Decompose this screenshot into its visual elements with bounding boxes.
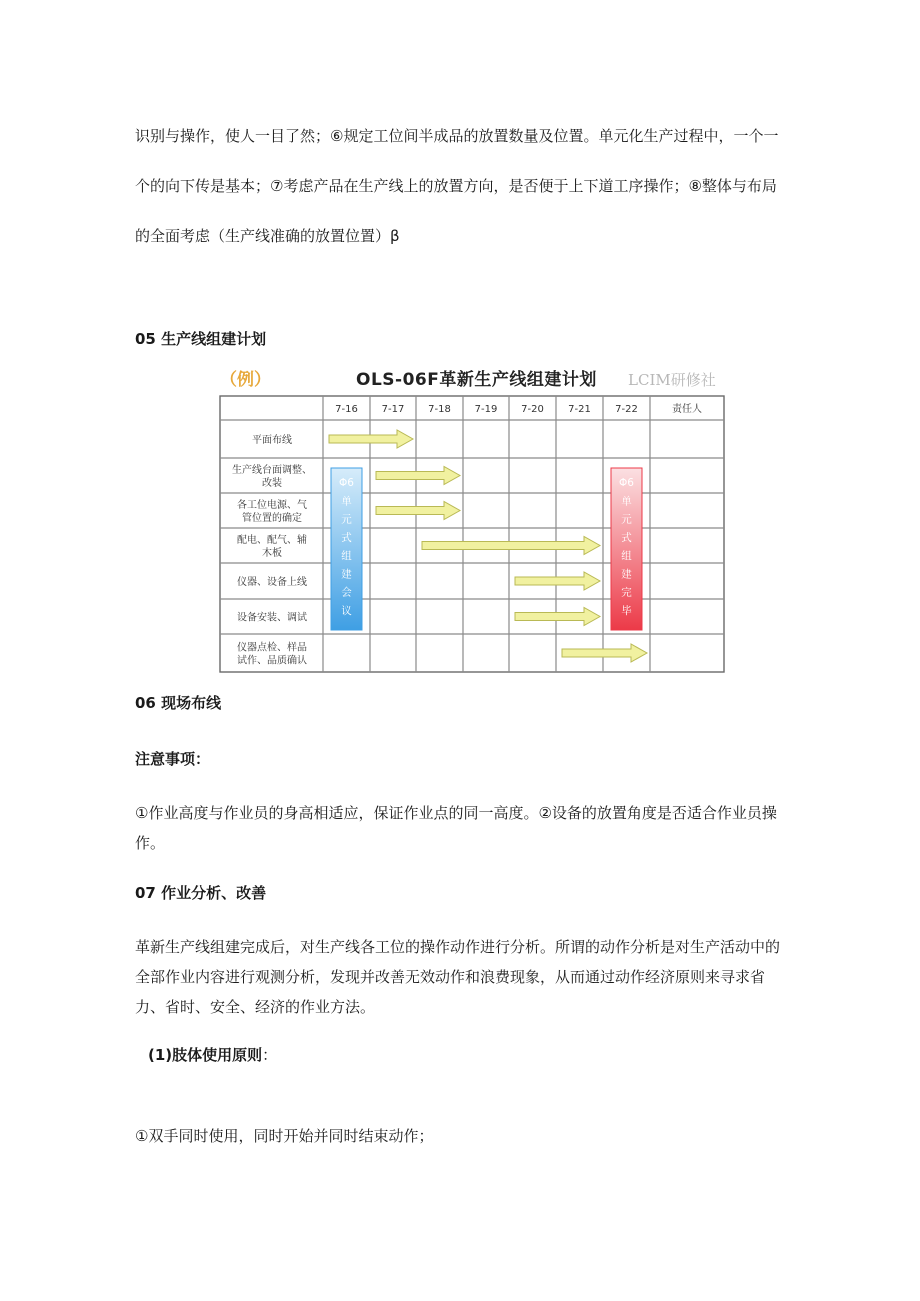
task-label: 配电、配气、辅 — [237, 535, 307, 546]
milestone-char: 毕 — [621, 604, 632, 617]
task-label: 仪器、设备上线 — [237, 577, 307, 588]
milestone-char: 组 — [621, 550, 632, 562]
column-header: 7-20 — [521, 404, 544, 415]
column-header: 7-18 — [428, 404, 451, 415]
column-header: 7-21 — [568, 404, 591, 415]
analysis-line-3: 力、省时、安全、经济的作业方法。 — [135, 998, 376, 1016]
notes-line-1: ①作业高度与作业员的身高相适应，保证作业点的同一高度。②设备的放置角度是否适合作业员操 — [135, 804, 777, 822]
milestone-char: 完 — [621, 586, 632, 599]
figure-brand-watermark: LCIM研修社 — [628, 371, 716, 389]
intro-line-3: 的全面考虑（生产线准确的放置位置）β — [135, 227, 400, 245]
task-label: 仪器点检、样品 — [237, 642, 307, 654]
milestone-char: 建 — [621, 568, 632, 581]
task-label: 试作、品质确认 — [237, 655, 307, 667]
task-label: 木板 — [262, 548, 282, 559]
notes-title: 注意事项： — [135, 750, 211, 768]
milestone-char: 组 — [341, 550, 352, 562]
column-header: 7-16 — [335, 404, 358, 415]
notes-line-2: 作。 — [135, 834, 166, 852]
task-label: 平面布线 — [252, 435, 292, 446]
figure-example-label: （例） — [220, 370, 271, 390]
analysis-line-2: 全部作业内容进行观测分析，发现并改善无效动作和浪费现象，从而通过动作经济原则来寻求省 — [135, 968, 766, 986]
column-header: 7-17 — [381, 404, 405, 415]
task-label: 改装 — [262, 478, 282, 489]
task-label: 生产线台面调整、 — [232, 465, 312, 476]
intro-paragraph — [135, 124, 795, 248]
milestone-char: Φ6 — [619, 477, 634, 489]
plan-table — [214, 366, 734, 676]
figure-title: OLS-06F革新生产线组建计划 — [356, 370, 597, 390]
table-frame — [220, 396, 724, 672]
schedule-arrow — [562, 644, 647, 662]
milestone-char: 单 — [341, 495, 352, 508]
principle-colon: ： — [262, 1046, 278, 1064]
intro-line-2: 个的向下传是基本；⑦考虑产品在生产线上的放置方向，是否便于上下道工序操作；⑧整体与布局 — [135, 177, 777, 195]
section-07-title: 07 作业分析、改善 — [135, 884, 267, 902]
analysis-paragraph — [135, 932, 795, 1022]
schedule-arrow — [376, 467, 460, 485]
milestone-char: Φ6 — [339, 477, 354, 489]
milestone-char: 元 — [341, 513, 352, 526]
schedule-arrow — [515, 572, 600, 590]
column-header: 7-22 — [615, 404, 638, 415]
analysis-line-1: 革新生产线组建完成后，对生产线各工位的操作动作进行分析。所谓的动作分析是对生产活动中的 — [135, 938, 781, 956]
notes-paragraph — [135, 798, 795, 858]
schedule-arrow — [515, 608, 600, 626]
principle-title: (1)肢体使用原则 — [148, 1046, 263, 1064]
milestone-char: 式 — [341, 531, 352, 544]
column-header: 责任人 — [672, 404, 702, 415]
schedule-arrow — [329, 430, 413, 448]
milestone-char: 元 — [621, 513, 632, 526]
plan-figure — [214, 366, 734, 676]
milestone-char: 单 — [621, 495, 632, 508]
section-06-title: 06 现场布线 — [135, 694, 222, 712]
schedule-arrow — [376, 502, 460, 520]
task-label: 设备安装、调试 — [237, 612, 307, 624]
task-label: 管位置的确定 — [242, 513, 302, 524]
milestone-char: 式 — [621, 531, 632, 544]
milestone-char: 建 — [341, 568, 352, 581]
milestone-char: 议 — [341, 604, 352, 617]
task-label: 各工位电源、气 — [237, 500, 307, 511]
principle-heading — [148, 1043, 808, 1067]
section-05-title: 05 生产线组建计划 — [135, 330, 267, 348]
intro-line-1: 识别与操作，使人一目了然；⑥规定工位间半成品的放置数量及位置。单元化生产过程中，一个一 — [135, 127, 779, 145]
principle-item-1: ①双手同时使用，同时开始并同时结束动作； — [135, 1127, 434, 1145]
column-header: 7-19 — [474, 404, 498, 415]
milestone-char: 会 — [341, 586, 352, 599]
schedule-arrow — [422, 537, 600, 555]
